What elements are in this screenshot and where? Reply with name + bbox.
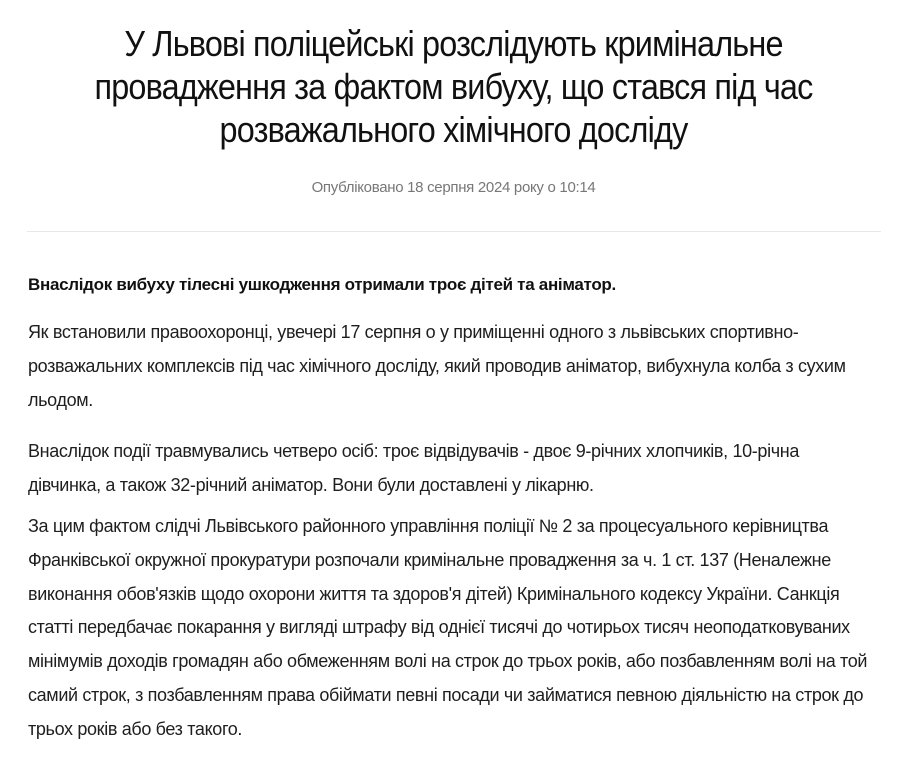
title-line-1: У Львові поліцейські розслідують кримінальне xyxy=(124,23,783,64)
publication-date: Опубліковано 18 серпня 2024 року о 10:14 xyxy=(311,179,596,196)
paragraph-2: Внаслідок події травмувались четверо осіб: троє відвідувачів - двоє 9-річних хлопчиків, 10-річна дівчинка, а також 32-річний аніматор. Вони були доставлені у лікарню. xyxy=(28,441,800,495)
paragraph-3: За цим фактом слідчі Львівського районного управління поліції № 2 за процесуального керівництва Франківської окружної прокуратури розпочали кримінальне провадження за ч. 1 ст. 137 (Неналежне виконання обов'язків щодо охорони життя та здоров'я дітей) Кримінального кодексу України. Санкція статті передбачає покарання у вигляді штрафу від однієї тисячі до чотирьох тисяч неоподатковуваних мінімумів доходів громадян або обмеженням волі на строк до трьох років, або позбавленням волі на той самий строк, з позбавленням права обіймати певні посади чи займатися певною діяльністю на строк до трьох років або без такого. xyxy=(28,516,868,739)
paragraph-1: Як встановили правоохоронці, увечері 17 серпня о у приміщенні одного з львівських спортивно-розважальних комплексів під час хімічного досліду, який проводив аніматор, вибухнула колба з сухим льодом. xyxy=(28,322,846,410)
title-line-3: розважального хімічного досліду xyxy=(219,109,688,150)
divider xyxy=(27,231,881,232)
article-lead: Внаслідок вибуху тілесні ушкодження отримали троє дітей та аніматор. xyxy=(28,275,616,294)
article-title xyxy=(81,22,825,151)
article-body xyxy=(28,270,883,739)
title-line-2: провадження за фактом вибуху, що стався під час xyxy=(94,66,813,107)
